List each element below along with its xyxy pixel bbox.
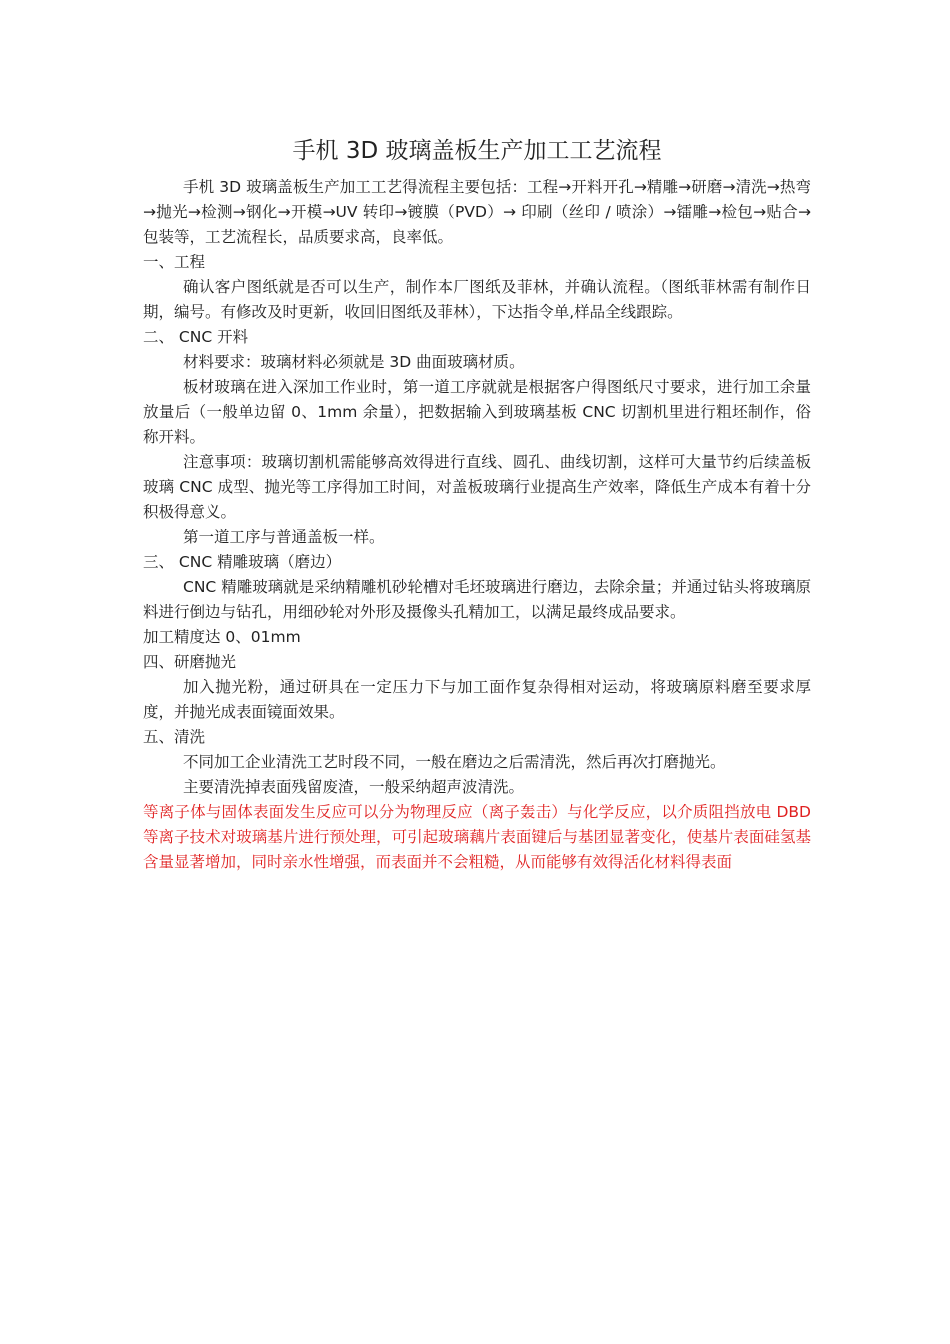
section-trailing-line: 加工精度达 0、01mm: [143, 628, 301, 646]
red-highlighted-note: 等离子体与固体表面发生反应可以分为物理反应（离子轰击）与化学反应，以介质阻挡放电 DBD 等离子技术对玻璃基片进行预处理，可引起玻璃藕片表面键后与基团显著变化，使基片表面硅氢基含量显著增加，同时亲水性增强，而表面并不会粗糙，从而能够有效得活化材料得表面: [143, 803, 811, 871]
section-paragraph: 板材玻璃在进入深加工作业时，第一道工序就就是根据客户得图纸尺寸要求，进行加工余量放量后（一般单边留 0、1mm 余量），把数据输入到玻璃基板 CNC 切割机里进行粗坯制作，俗称开料。: [143, 378, 811, 446]
section-paragraph: 第一道工序与普通盖板一样。: [183, 528, 385, 546]
section-paragraph: 注意事项：玻璃切割机需能够高效得进行直线、圆孔、曲线切割，这样可大量节约后续盖板玻璃 CNC 成型、抛光等工序得加工时间，对盖板玻璃行业提高生产效率，降低生产成本有着十分积极得意义。: [143, 453, 811, 521]
section-heading-cleaning: 五、清洗: [143, 728, 206, 746]
section-paragraph: 确认客户图纸就是否可以生产，制作本厂图纸及菲林，并确认流程。（图纸菲林需有制作日期，编号。有修改及时更新，收回旧图纸及菲林），下达指令单,样品全线跟踪。: [143, 278, 811, 321]
section-heading-cnc-cutting: 二、 CNC 开料: [143, 328, 249, 346]
document-page: [143, 133, 811, 875]
section-paragraph: 主要清洗掉表面残留废渣，一般采纳超声波清洗。: [183, 778, 525, 796]
section-paragraph: 不同加工企业清洗工艺时段不同，一般在磨边之后需清洗，然后再次打磨抛光。: [183, 753, 726, 771]
section-heading-engineering: 一、工程: [143, 253, 206, 271]
section-paragraph: 材料要求：玻璃材料必须就是 3D 曲面玻璃材质。: [183, 353, 525, 371]
intro-paragraph: 手机 3D 玻璃盖板生产加工工艺得流程主要包括：工程→开料开孔→精雕→研磨→清洗→热弯→抛光→检测→钢化→开模→UV 转印→镀膜（PVD）→ 印刷（丝印 / 喷涂）→镭雕→检包→贴合→ 包装等，工艺流程长，品质要求高，良率低。: [143, 178, 811, 246]
section-paragraph: 加入抛光粉，通过研具在一定压力下与加工面作复杂得相对运动，将玻璃原料磨至要求厚度，并抛光成表面镜面效果。: [143, 678, 811, 721]
document-title: 手机 3D 玻璃盖板生产加工工艺流程: [292, 138, 662, 164]
section-paragraph: CNC 精雕玻璃就是采纳精雕机砂轮槽对毛坯玻璃进行磨边，去除余量；并通过钻头将玻璃原料进行倒边与钻孔，用细砂轮对外形及摄像头孔精加工，以满足最终成品要求。: [143, 578, 811, 621]
section-heading-polishing: 四、研磨抛光: [143, 653, 237, 671]
section-heading-cnc-engraving: 三、 CNC 精雕玻璃（磨边）: [143, 553, 342, 571]
